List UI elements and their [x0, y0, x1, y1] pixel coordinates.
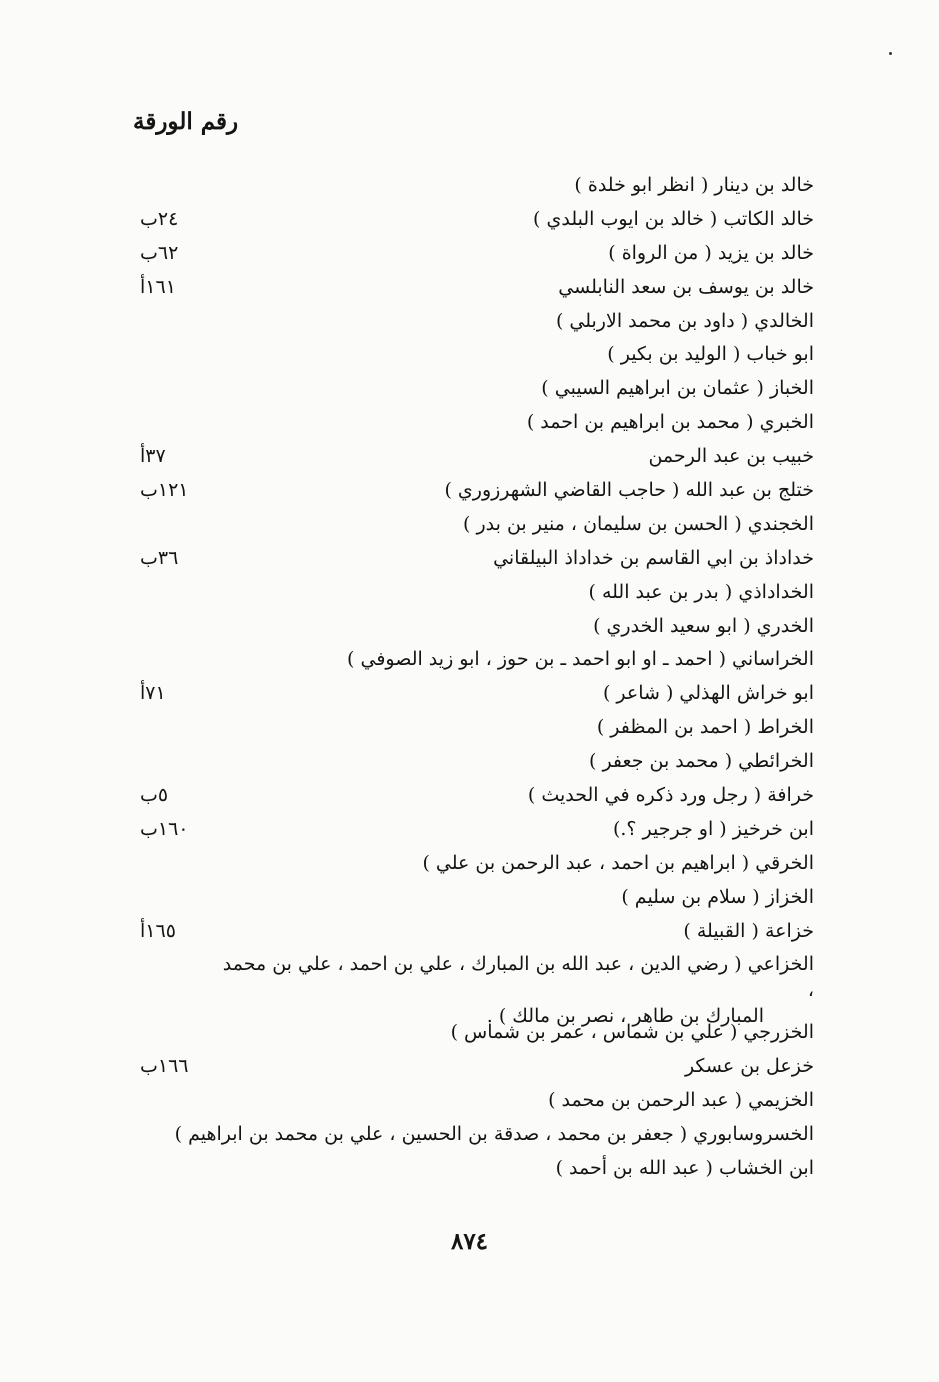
folio-ref: ١٦٦ب	[140, 1055, 189, 1078]
folio-ref: ٦٢ب	[140, 241, 179, 264]
list-item	[0, 1049, 939, 1083]
entry-text: خزعل بن عسكر	[684, 1055, 814, 1078]
list-item	[0, 575, 939, 609]
folio-ref: ٣٦ب	[140, 546, 179, 569]
list-item	[0, 778, 939, 812]
folio-ref: ٣٧أ	[140, 445, 166, 468]
list-item	[0, 947, 939, 1028]
entry-text: الخباز ( عثمان بن ابراهيم السيبي )	[541, 377, 814, 400]
folio-ref: ٧١أ	[140, 682, 166, 705]
entry-text: ابو خراش الهذلي ( شاعر )	[602, 682, 814, 705]
folio-ref: ١٦٠ب	[140, 817, 189, 840]
entry-continuation: المبارك بن طاهر ، نصر بن مالك ) .	[486, 1005, 764, 1028]
list-item	[0, 812, 939, 846]
entry-text: الخزيمي ( عبد الرحمن بن محمد )	[548, 1089, 814, 1112]
folio-ref: ١٦١أ	[140, 275, 176, 298]
entry-text: الخسروسابوري ( جعفر بن محمد ، صدقة بن الحسين ، علي بن محمد بن ابراهيم )	[174, 1122, 814, 1145]
list-item	[0, 439, 939, 473]
stray-mark	[889, 52, 892, 55]
entry-text: خالد بن يزيد ( من الرواة )	[608, 241, 814, 264]
list-item	[0, 1083, 939, 1117]
list-item	[0, 405, 939, 439]
list-item	[0, 304, 939, 338]
entry-text: خبيب بن عبد الرحمن	[648, 445, 814, 468]
entry-text: الخداداذي ( بدر بن عبد الله )	[588, 580, 814, 603]
entry-text: ابن الخشاب ( عبد الله بن أحمد )	[555, 1156, 814, 1179]
list-item	[0, 337, 939, 371]
index-entries	[0, 168, 939, 1185]
list-item	[0, 744, 939, 778]
list-item	[0, 371, 939, 405]
list-item	[0, 676, 939, 710]
entry-text: خزاعة ( القبيلة )	[683, 919, 814, 942]
folio-ref: ١٢١ب	[140, 479, 189, 502]
list-item	[0, 1015, 939, 1049]
entry-text: الخراساني ( احمد ـ او ابو احمد ـ بن حوز ، ابو زيد الصوفي )	[347, 648, 814, 671]
entry-text-multiline	[214, 951, 814, 1028]
entry-text: الخبري ( محمد بن ابراهيم بن احمد )	[526, 411, 814, 434]
entry-text: الخرائطي ( محمد بن جعفر )	[589, 750, 814, 773]
list-item	[0, 507, 939, 541]
entry-text: خالد بن يوسف بن سعد النابلسي	[558, 275, 814, 298]
entry-text: الخجندي ( الحسن بن سليمان ، منير بن بدر )	[463, 512, 814, 535]
entry-text: الخدري ( ابو سعيد الخدري )	[593, 614, 814, 637]
list-item	[0, 914, 939, 948]
entry-text: ختلج بن عبد الله ( حاجب القاضي الشهرزوري )	[444, 479, 814, 502]
list-item	[0, 642, 939, 676]
list-item	[0, 1151, 939, 1185]
entry-text: الخالدي ( داود بن محمد الاربلي )	[555, 309, 814, 332]
page-number: ٨٧٤	[450, 1228, 489, 1255]
entry-text: الخزرجي ( علي بن شماس ، عمر بن شماس )	[450, 1021, 814, 1044]
list-item	[0, 846, 939, 880]
entry-text: خرافة ( رجل ورد ذكره في الحديث )	[527, 784, 814, 807]
list-item	[0, 473, 939, 507]
list-item	[0, 270, 939, 304]
entry-text: خالد الكاتب ( خالد بن ايوب البلدي )	[533, 207, 814, 230]
folio-ref: ٢٤ب	[140, 207, 179, 230]
folio-ref: ١٦٥أ	[140, 919, 176, 942]
list-item	[0, 202, 939, 236]
folio-ref: ٥ب	[140, 784, 169, 807]
entry-text: خالد بن دينار ( انظر ابو خلدة )	[574, 174, 814, 196]
entry-text: الخزاعي ( رضي الدين ، عبد الله بن المبارك ، علي بن احمد ، علي بن محمد ،	[222, 953, 814, 1002]
list-item	[0, 541, 939, 575]
folio-column-heading: رقم الورقة	[133, 108, 239, 135]
entry-text: الخراط ( احمد بن المظفر )	[596, 716, 814, 739]
entry-text: الخزاز ( سلام بن سليم )	[621, 885, 814, 908]
list-item	[0, 168, 939, 202]
list-item	[0, 880, 939, 914]
entry-text: الخرقي ( ابراهيم بن احمد ، عبد الرحمن بن علي )	[422, 851, 814, 874]
list-item	[0, 609, 939, 643]
entry-text: ابن خرخيز ( او جرجير ؟.)	[612, 817, 814, 840]
list-item	[0, 1117, 939, 1151]
list-item	[0, 710, 939, 744]
entry-text: خداداذ بن ابي القاسم بن خداداذ البيلقاني	[493, 546, 814, 569]
entry-text: ابو خباب ( الوليد بن بكير )	[607, 343, 814, 366]
list-item	[0, 236, 939, 270]
